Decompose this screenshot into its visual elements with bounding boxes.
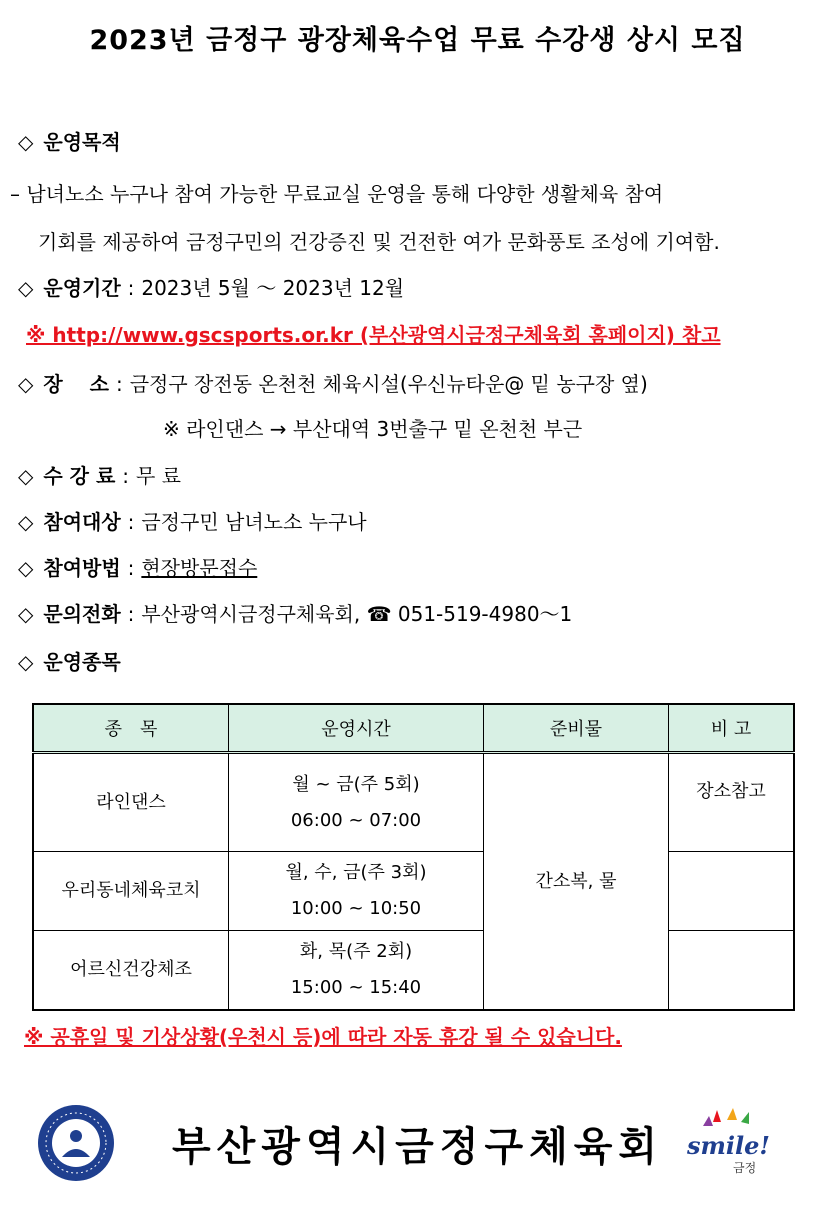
diamond-icon: ◇ (18, 556, 34, 580)
colon: : (127, 602, 135, 626)
purpose-line1: – 남녀노소 누구나 참여 가능한 무료교실 운영을 통해 다양한 생활체육 참여 (10, 182, 664, 206)
fee-value: 무 료 (135, 464, 181, 488)
table-header-row (33, 704, 794, 753)
diamond-icon: ◇ (18, 276, 34, 300)
smile-logo-sub: 금정 (733, 1161, 757, 1175)
header-note: 비 고 (669, 704, 795, 753)
program-hours: 06:00 ~ 07:00 (290, 809, 422, 831)
section-programs (18, 646, 121, 675)
section-target (18, 506, 367, 535)
place-note: ※ 라인댄스 → 부산대역 3번출구 밑 온천천 부근 (163, 417, 583, 441)
program-note (669, 931, 795, 1011)
smile-logo-text: smile! (687, 1131, 770, 1160)
program-days: 월 ~ 금(주 5회) (292, 773, 420, 795)
colon: : (127, 510, 135, 534)
diamond-icon: ◇ (18, 130, 34, 154)
diamond-icon: ◇ (18, 602, 34, 626)
place-value: 금정구 장전동 온천천 체육시설(우신뉴타운@ 밑 농구장 옆) (129, 372, 648, 396)
colon: : (115, 372, 123, 396)
colon: : (127, 276, 135, 300)
section-period (18, 272, 404, 301)
table-row (33, 931, 794, 1011)
program-time-cell (229, 931, 484, 1011)
header-time: 운영시간 (229, 704, 484, 753)
smile-geumjeong-logo (683, 1108, 783, 1178)
section-purpose (18, 126, 121, 155)
place-label: 장 소 (43, 372, 109, 396)
target-value: 금정구민 남녀노소 누구나 (141, 510, 367, 534)
contact-label: 문의전화 (43, 602, 121, 626)
section-place (18, 368, 648, 397)
program-days: 화, 목(주 2회) (299, 941, 413, 962)
program-hours: 10:00 ~ 10:50 (290, 898, 422, 919)
program-hours: 15:00 ~ 15:40 (290, 977, 422, 998)
table-row (33, 753, 794, 852)
contact-value: 부산광역시금정구체육회, ☎ 051-519-4980～1 (141, 602, 573, 626)
holiday-note: ※ 공휴일 및 기상상황(우천시 등)에 따라 자동 휴강 될 수 있습니다. (24, 1025, 622, 1049)
diamond-icon: ◇ (18, 464, 34, 488)
purpose-line2: 기회를 제공하여 금정구민의 건강증진 및 건전한 여가 문화풍토 조성에 기여함. (38, 230, 720, 254)
program-days: 월, 수, 금(주 3회) (285, 862, 427, 883)
purpose-label: 운영목적 (43, 130, 121, 154)
section-fee (18, 460, 181, 489)
organization-name: 부산광역시금정구체육회 (171, 1124, 664, 1170)
method-value: 현장방문접수 (141, 556, 258, 580)
period-label: 운영기간 (43, 276, 121, 300)
programs-label: 운영종목 (43, 650, 121, 674)
schedule-table (32, 703, 795, 1011)
program-name: 어르신건강체조 (33, 931, 229, 1011)
page-title: 2023년 금정구 광장체육수업 무료 수강생 상시 모집 (89, 25, 746, 56)
website-note: ※ http://www.gscsports.or.kr (부산광역시금정구체육회 홈페이지) 참고 (26, 323, 721, 347)
diamond-icon: ◇ (18, 372, 34, 396)
table-row (33, 852, 794, 931)
program-note (669, 852, 795, 931)
program-name: 라인댄스 (33, 753, 229, 852)
diamond-icon: ◇ (18, 510, 34, 534)
method-label: 참여방법 (43, 556, 121, 580)
header-supplies: 준비물 (484, 704, 669, 753)
program-name: 우리동네체육코치 (33, 852, 229, 931)
diamond-icon: ◇ (18, 650, 34, 674)
period-value: 2023년 5월 ～ 2023년 12월 (141, 276, 405, 300)
section-contact (18, 598, 572, 627)
supplies-cell: 간소복, 물 (484, 753, 669, 1011)
program-note: 장소참고 (669, 753, 795, 852)
colon: : (127, 556, 135, 580)
target-label: 참여대상 (43, 510, 121, 534)
colon: : (122, 464, 129, 488)
section-method (18, 552, 257, 581)
header-program: 종 목 (33, 704, 229, 753)
program-time-cell (229, 753, 484, 852)
program-time-cell (229, 852, 484, 931)
fee-label: 수 강 료 (43, 464, 116, 488)
